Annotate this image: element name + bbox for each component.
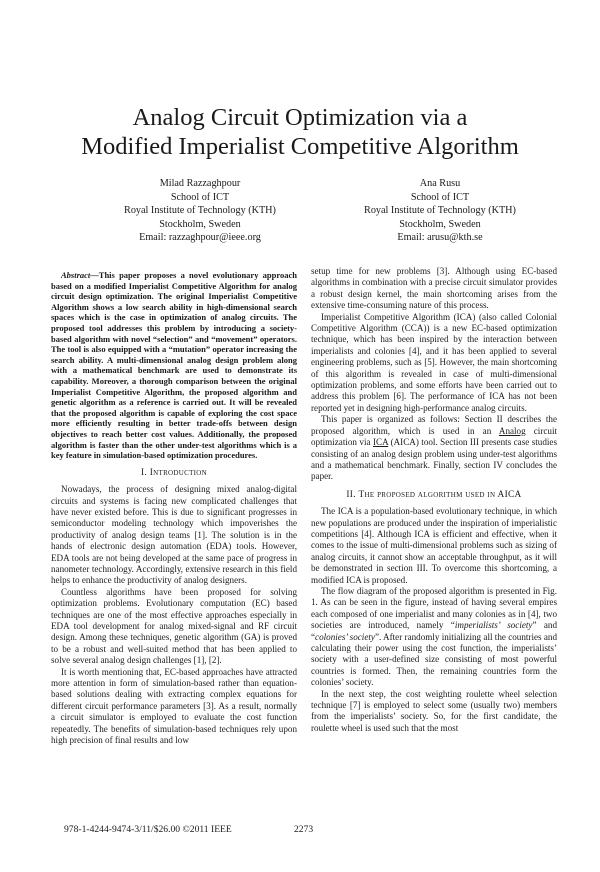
organization-text-b: circuit optimization via bbox=[311, 425, 557, 448]
colonies-society-term: colonies’ society bbox=[315, 631, 375, 642]
author-school: School of ICT bbox=[410, 191, 470, 203]
author-city: Stockholm, Sweden bbox=[159, 218, 241, 230]
author-school: School of ICT bbox=[170, 191, 230, 203]
abstract-text: This paper proposes a novel evolutionary approach based on a modified Imperialist Competitive Algorithm for analog circuit design optimization. The original Imperialist Competitive Algorithm shows a low search ability in high-dimensional search spaces which is the case in optimization of analog circuits. The proposed tool addresses this problem by introducing a society-based algorithm with novel “selection” and “movement” operators. The tool is also equipped with a “mutation” operator increasing the search ability. A multi-dimensional analog design problem along with a mathematical benchmark are used to demonstrate its capability. Moreover, a thorough comparison between the original Imperialist Competitive Algorithm, the proposed algorithm and genetic algorithm as a reference is carried out. It will be revealed that the proposed algorithm is capable of exploring the cost space more efficiently resulting in better trade-offs between design objectives to reach better cost values. Additionally, the proposed algorithm is faster than the other under-test algorithms which is a key feature in simulation-based optimization procedures. bbox=[51, 270, 297, 461]
intro-paragraph-3: It is worth mentioning that, EC-based approaches have attracted more attention in form of simulation-based rather than equation-based solutions dealing with extracting complex equations for different circuit performance parameters [3]. As a result, normally a circuit simulator is employed to evaluate the cost function repeatedly. The benefits of simulation-based techniques rely upon high precision of final results and low bbox=[51, 666, 297, 746]
abstract-label: Abstract bbox=[61, 270, 91, 280]
section-number: II. bbox=[346, 489, 356, 500]
section-heading-introduction bbox=[51, 468, 297, 479]
algorithm-paragraph-1: The ICA is a population-based evolutionary technique, in which new populations are produced under the inspiration of imperialistic competitions [4]. Although ICA is efficient and effective, when it comes to the issue of multi-dimensional problems such as sizing of analog circuits, it cannot show an acceptable throughput, as it will be demonstrated in section III. To overcome this shortcoming, a modified ICA is proposed. bbox=[311, 506, 557, 585]
author-block-2 bbox=[300, 177, 580, 245]
author-city: Stockholm, Sweden bbox=[399, 218, 481, 230]
left-column bbox=[51, 270, 297, 746]
algorithm-text-c: ”. After randomly initializing all the countries and calculating their power using the cost function, the imperialists’ society with a user-defined size consisting of most powerful countries is formed. Then, the remaining countries form the colonies’ society. bbox=[311, 631, 557, 688]
abstract-dash: — bbox=[90, 270, 99, 280]
author-name: Milad Razzaghpour bbox=[159, 178, 241, 189]
algorithm-paragraph-2 bbox=[311, 586, 557, 689]
intro-paragraph-1: Nowadays, the process of designing mixed analog-digital circuits and systems is facing new complicated challenges that have never existed before. This is due to significant progresses in semiconductor modeling technology which impoverishes the productivity of analog design teams [1]. The solution is in the hands of electronic design automation (EDA) tools. However, EDA tools are not being developed at the same pace of progress in nanometer technology. Accordingly, extensive research in this field helps to enhance the productivity of analog designers. bbox=[51, 484, 297, 586]
author-block-1 bbox=[60, 177, 340, 245]
algorithm-text-a: The flow diagram of the proposed algorithm is presented in Fig. 1. As can be seen in the figure, instead of having several empires each composed of one imperialist and many colonies as in [4], two societies are introduced, namely “ bbox=[311, 585, 557, 631]
intro-paragraph-2: Countless algorithms have been proposed for solving optimization problems. Evolutionary computation (EC) based techniques are one of the most effective approaches especially in EDA tool development for analog mixed-signal and RF circuit design. Among these techniques, genetic algorithm (GA) is proved to be a robust and well-suited method that has been applied to solve several analog design challenges [1], [2]. bbox=[51, 586, 297, 666]
organization-text-c: (AICA) tool. Section III presents case studies consisting of an analog design problem using under-test algorithms and a mathematical benchmark. Finally, section IV concludes the paper. bbox=[311, 437, 557, 482]
organization-text-a: This paper is organized as follows: Section II describes the proposed algorithm, which is used in an bbox=[311, 414, 557, 436]
algorithm-text-b: ” and “ bbox=[311, 620, 557, 642]
ica-link[interactable]: ICA bbox=[372, 437, 389, 448]
page-number: 2273 bbox=[294, 824, 314, 835]
intro-paragraph-ica: Imperialist Competitive Algorithm (ICA) (also called Colonial Competitive Algorithm (CCA)) is a new EC-based optimization technique, which has been inspired by the interaction between imperialists and colonies [4], and it has been applied to several engineering problems, such as [5]. However, the main shortcoming of this algorithm is revealed in case of multi-dimensional optimization problems, and some efforts have been carried out to address this problem [6]. The performance of ICA has not been reported yet in designing high-performance analog circuits. bbox=[311, 311, 557, 413]
right-column bbox=[311, 266, 557, 734]
section-title: Introduction bbox=[149, 467, 207, 478]
intro-paragraph-organization bbox=[311, 414, 557, 482]
algorithm-paragraph-3: In the next step, the cost weighting roulette wheel selection technique [7] is employed to select some (usually two) members from the imperialists’ society. So, for the first candidate, the roulette wheel is used such that the most bbox=[311, 688, 557, 733]
section-title: The proposed algorithm used in AICA bbox=[358, 489, 522, 500]
author-name: Ana Rusu bbox=[419, 178, 461, 189]
abstract bbox=[51, 270, 297, 461]
imperialists-society-term: imperialists’ society bbox=[454, 620, 533, 631]
title-line-1: Analog Circuit Optimization via a bbox=[132, 104, 468, 131]
intro-paragraph-continued: setup time for new problems [3]. Although using EC-based algorithms in combination with a precise circuit simulator provides a robust design kernel, the main shortcoming arises from the extensive time-consuming nature of this process. bbox=[311, 266, 557, 311]
analog-link[interactable]: Analog bbox=[498, 425, 526, 436]
footer-isbn: 978-1-4244-9474-3/11/$26.00 ©2011 IEEE bbox=[64, 824, 232, 835]
section-number: I. bbox=[140, 467, 148, 478]
author-email: Email: arusu@kth.se bbox=[397, 232, 483, 244]
section-heading-proposed-algorithm bbox=[311, 490, 557, 501]
paper-title bbox=[0, 103, 600, 161]
author-email: Email: razzaghpour@ieee.org bbox=[139, 232, 261, 244]
title-line-2: Modified Imperialist Competitive Algorithm bbox=[81, 133, 519, 160]
author-institute: Royal Institute of Technology (KTH) bbox=[364, 205, 516, 217]
author-institute: Royal Institute of Technology (KTH) bbox=[124, 205, 276, 217]
